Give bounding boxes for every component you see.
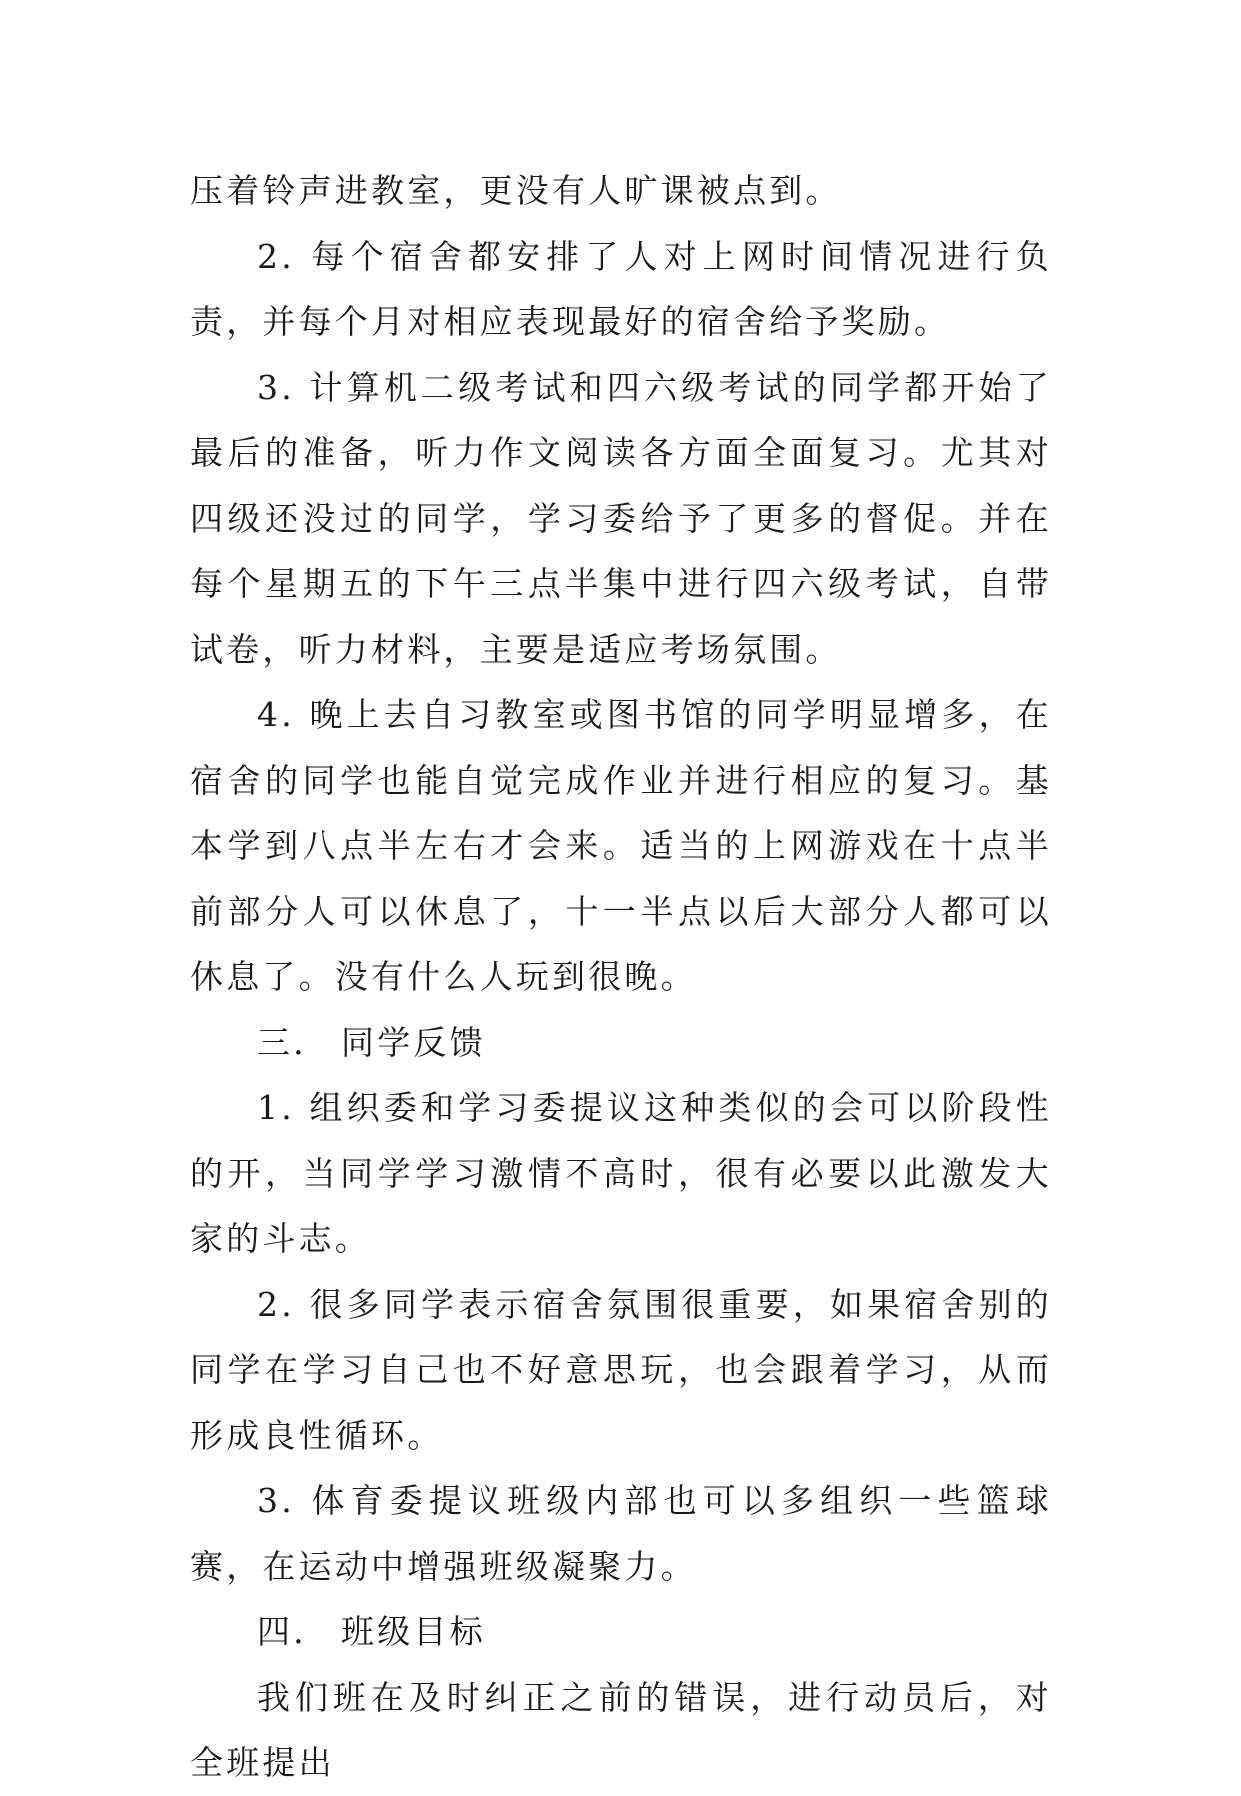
section-number: 三． [257,1022,330,1062]
section-title: 同学反馈 [341,1022,486,1062]
section-heading-goals [190,1599,1052,1665]
paragraph-item-2-dorm: 2. 每个宿舍都安排了人对上网时间情况进行负责，并每个月对相应表现最好的宿舍给予奖励。 [190,236,1052,341]
paragraph-item-4-study: 4. 晚上去自习教室或图书馆的同学明显增多，在宿舍的同学也能自觉完成作业并进行相应的复习。基本学到八点半左右才会来。适当的上网游戏在十点半前部分人可以休息了，十一半点以后大部分人都可以休息了。没有什么人玩到很晚。 [190,695,1052,996]
section-heading-feedback [190,1010,1052,1076]
paragraph-feedback-1: 1. 组织委和学习委提议这种类似的会可以阶段性的开，当同学学习激情不高时，很有必要以此激发大家的斗志。 [190,1088,1052,1258]
paragraph-continued: 压着铃声进教室，更没有人旷课被点到。 [190,171,842,210]
paragraph-goals: 我们班在及时纠正之前的错误，进行动员后，对全班提出 [190,1677,1052,1782]
paragraph-feedback-2: 2. 很多同学表示宿舍氛围很重要，如果宿舍别的同学在学习自己也不好意思玩，也会跟着学习，从而形成良性循环。 [190,1284,1052,1455]
paragraph-item-3-exams: 3. 计算机二级考试和四六级考试的同学都开始了最后的准备，听力作文阅读各方面全面复习。尤其对四级还没过的同学，学习委给予了更多的督促。并在每个星期五的下午三点半集中进行四六级考试，自带试卷，听力材料，主要是适应考场氛围。 [190,367,1052,669]
section-title: 班级目标 [341,1612,486,1651]
paragraph-feedback-3: 3. 体育委提议班级内部也可以多组织一些篮球赛，在运动中增强班级凝聚力。 [190,1481,1052,1586]
document-body [190,158,1052,1796]
section-number: 四． [257,1612,330,1651]
